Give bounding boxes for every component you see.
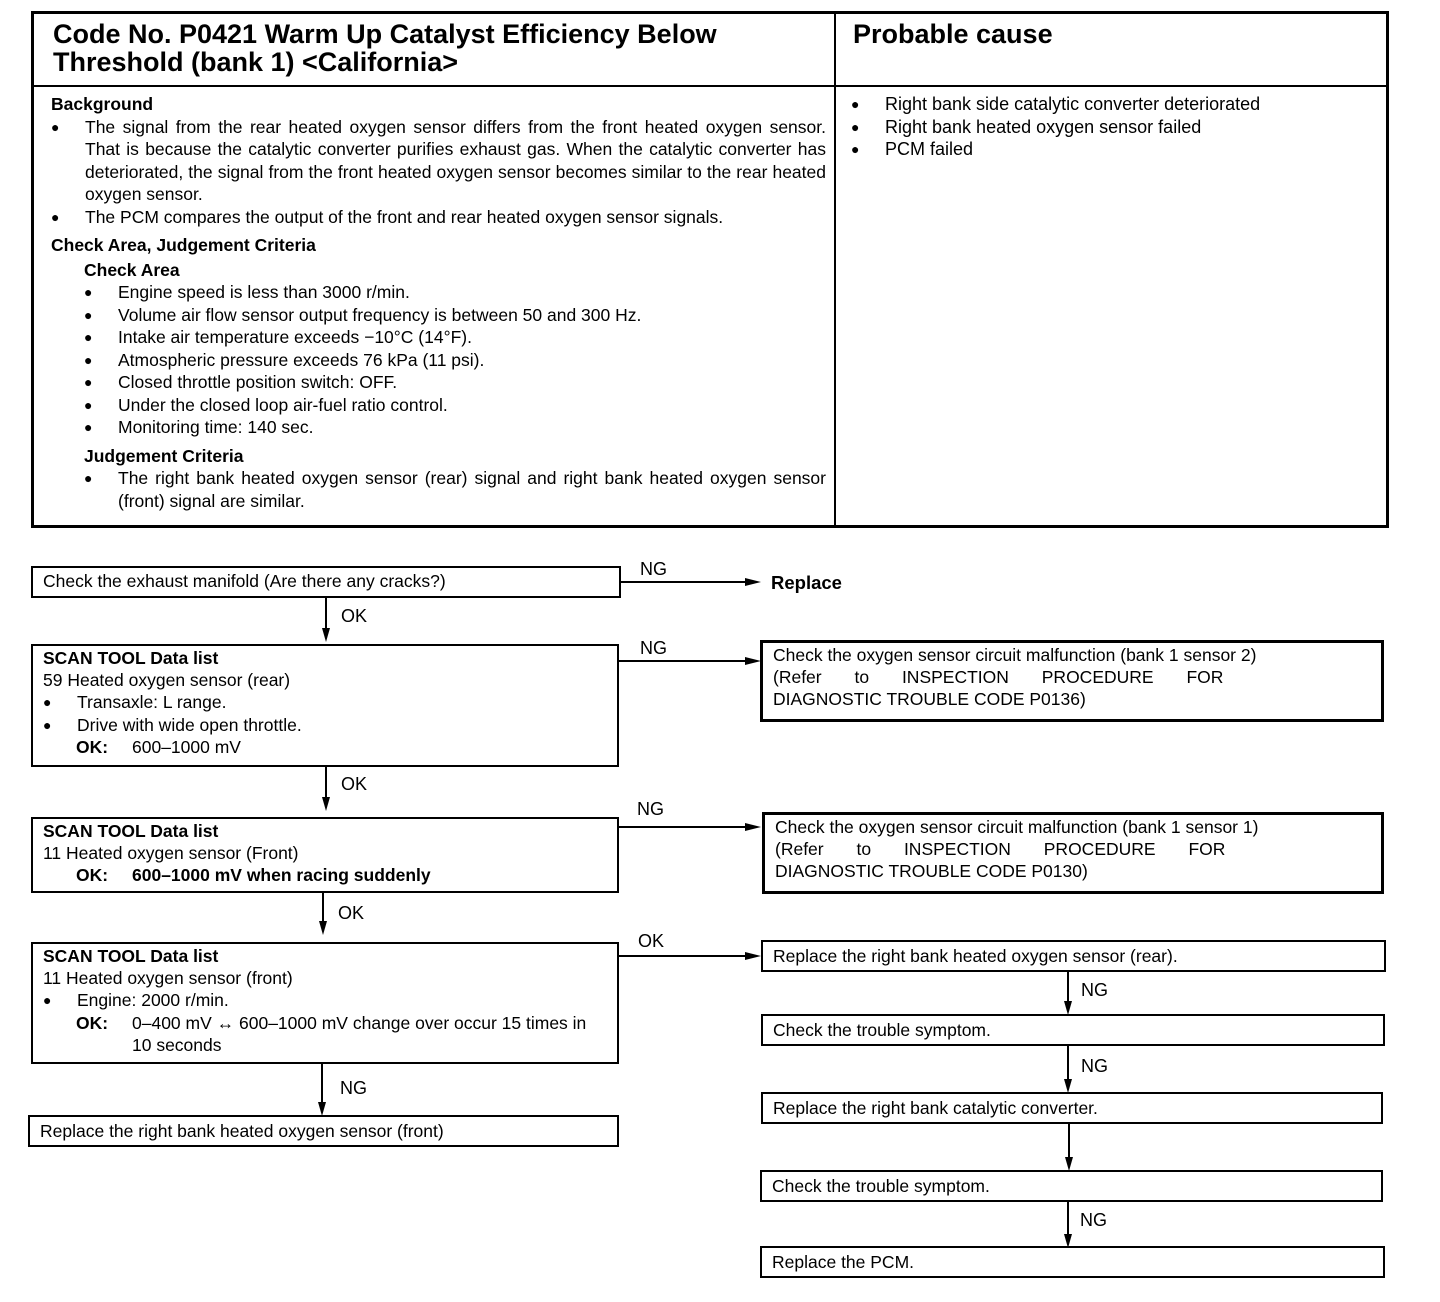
flow-result-replace-rear-sensor: Replace the right bank heated oxygen sensor (rear). bbox=[761, 940, 1386, 972]
check-area-item: ● Volume air flow sensor output frequency is between 50 and 300 Hz. bbox=[84, 304, 642, 325]
cause-item: ● Right bank heated oxygen sensor failed bbox=[851, 116, 1202, 137]
check-heading: Check Area, Judgement Criteria bbox=[51, 235, 316, 255]
bullet-icon: ● bbox=[43, 716, 52, 733]
bullet-icon: ● bbox=[43, 992, 52, 1008]
flow-connector bbox=[621, 581, 745, 583]
flow-step-check-symptom: Check the trouble symptom. bbox=[761, 1014, 1385, 1046]
ng-label: NG bbox=[1081, 1056, 1108, 1076]
flow-connector bbox=[619, 660, 745, 662]
background-heading: Background bbox=[51, 94, 154, 114]
arrow-right-icon bbox=[745, 952, 761, 960]
bullet-icon: ● bbox=[84, 329, 93, 345]
ng-label: NG bbox=[1080, 1210, 1107, 1230]
bullet-icon: ● bbox=[84, 351, 93, 368]
ok-label: OK bbox=[341, 774, 368, 794]
step-title: SCAN TOOL Data list bbox=[43, 648, 219, 668]
flow-connector bbox=[1068, 1124, 1070, 1157]
check-area-item: ● Atmospheric pressure exceeds 76 kPa (11 psi). bbox=[84, 349, 485, 370]
ng-label: NG bbox=[340, 1078, 367, 1098]
replace-label: Replace bbox=[771, 572, 842, 593]
flow-connector bbox=[321, 1064, 323, 1102]
arrow-down-icon bbox=[1065, 1157, 1073, 1171]
arrow-right-icon bbox=[745, 657, 761, 665]
ok-label: OK bbox=[341, 606, 368, 626]
flow-step-exhaust-manifold: Check the exhaust manifold (Are there any cracks?) bbox=[31, 566, 621, 598]
ng-label: NG bbox=[637, 799, 664, 819]
flow-connector bbox=[1067, 1202, 1069, 1234]
arrow-down-icon bbox=[322, 628, 330, 642]
flow-connector bbox=[1067, 972, 1069, 1001]
flow-result-sensor2-circuit: Check the oxygen sensor circuit malfunction (bank 1 sensor 2) (Refer to INSPECTION PROCEDURE FOR DIAGNOSTIC TROUBLE CODE P0136) bbox=[760, 640, 1384, 722]
flow-step-check-symptom: Check the trouble symptom. bbox=[760, 1170, 1383, 1202]
flow-connector bbox=[325, 767, 327, 797]
bullet-icon: ● bbox=[84, 419, 93, 435]
cause-item: ● Right bank side catalytic converter deteriorated bbox=[851, 94, 1261, 114]
judgement-criteria-heading: Judgement Criteria bbox=[84, 445, 244, 466]
bullet-icon: ● bbox=[84, 306, 93, 323]
bullet-icon: ● bbox=[84, 396, 93, 413]
bullet-icon: ● bbox=[851, 118, 860, 135]
bullet-icon: ● bbox=[84, 470, 93, 486]
bullet-icon: ● bbox=[851, 96, 860, 112]
flow-connector bbox=[619, 826, 745, 828]
flow-step-scan-front-sensor: SCAN TOOL Data list 11 Heated oxygen sensor (Front) OK: 600–1000 mV when racing suddenly bbox=[31, 817, 619, 893]
ok-label: OK bbox=[638, 931, 665, 951]
table-column-divider bbox=[834, 11, 836, 528]
flow-step-scan-front-switching: SCAN TOOL Data list 11 Heated oxygen sensor (front) ● Engine: 2000 r/min. OK: 0–400 mV ↔ 600–1000 mV change over occur 15 times in 10 seconds bbox=[31, 942, 619, 1064]
check-area-heading: Check Area bbox=[84, 259, 180, 280]
flow-connector bbox=[325, 598, 327, 628]
table-row-divider bbox=[31, 85, 1389, 87]
ng-label: NG bbox=[640, 559, 667, 579]
flow-result-replace-front-sensor: Replace the right bank heated oxygen sensor (front) bbox=[28, 1115, 619, 1147]
bullet-icon: ● bbox=[84, 284, 93, 300]
ng-label: NG bbox=[640, 638, 667, 658]
background-item: ● The signal from the rear heated oxygen sensor differs from the front heated oxygen sensor. That is because the catalytic converter purifies exhaust gas. When the catalytic converter has deteriorated, the signal from the front heated oxygen sensor becomes similar to the rear heated oxygen sensor. bbox=[51, 116, 826, 204]
flow-step-replace-catalytic-converter: Replace the right bank catalytic converter. bbox=[761, 1092, 1383, 1124]
bullet-icon: ● bbox=[51, 208, 60, 225]
ng-label: NG bbox=[1081, 980, 1108, 1000]
check-area-item: ● Closed throttle position switch: OFF. bbox=[84, 372, 398, 392]
bullet-icon: ● bbox=[851, 141, 860, 157]
check-area-item: ● Under the closed loop air-fuel ratio control. bbox=[84, 394, 448, 415]
arrow-down-icon bbox=[318, 1102, 326, 1116]
cause-item: ● PCM failed bbox=[851, 139, 974, 159]
background-section bbox=[51, 93, 826, 512]
probable-cause-list bbox=[851, 93, 1371, 161]
arrow-right-icon bbox=[745, 823, 761, 831]
bullet-icon: ● bbox=[51, 118, 60, 135]
step-title: SCAN TOOL Data list bbox=[43, 946, 219, 966]
judgement-criteria-item: ● The right bank heated oxygen sensor (rear) signal and right bank heated oxygen sensor (front) signal are similar. bbox=[84, 468, 826, 511]
flow-result-replace-pcm: Replace the PCM. bbox=[760, 1246, 1385, 1278]
flow-step-scan-rear-sensor: SCAN TOOL Data list 59 Heated oxygen sensor (rear) ● Transaxle: L range. ● Drive with wide open throttle. OK: 600–1000 mV bbox=[31, 644, 619, 767]
flow-connector bbox=[322, 893, 324, 921]
check-area-item: ● Monitoring time: 140 sec. bbox=[84, 417, 314, 437]
flow-result-sensor1-circuit: Check the oxygen sensor circuit malfunction (bank 1 sensor 1) (Refer to INSPECTION PROCEDURE FOR DIAGNOSTIC TROUBLE CODE P0130) bbox=[762, 812, 1384, 894]
check-area-section bbox=[51, 259, 826, 513]
arrow-down-icon bbox=[322, 797, 330, 811]
probable-cause-heading: Probable cause bbox=[853, 19, 1053, 49]
check-area-item: ● Intake air temperature exceeds −10°C (14°F). bbox=[84, 327, 472, 347]
ok-label: OK bbox=[338, 903, 365, 923]
background-item: ● The PCM compares the output of the front and rear heated oxygen sensor signals. bbox=[51, 206, 724, 227]
flow-connector bbox=[1067, 1046, 1069, 1079]
arrow-down-icon bbox=[1064, 1001, 1072, 1015]
arrow-right-icon bbox=[745, 578, 761, 586]
page-title: Code No. P0421 Warm Up Catalyst Efficiency Below Threshold (bank 1) <California> bbox=[53, 19, 717, 77]
step-title: SCAN TOOL Data list bbox=[43, 821, 219, 841]
check-area-item: ● Engine speed is less than 3000 r/min. bbox=[84, 282, 410, 302]
arrow-down-icon bbox=[319, 921, 327, 935]
bullet-icon: ● bbox=[84, 374, 93, 390]
bullet-icon: ● bbox=[43, 694, 52, 710]
arrow-down-icon bbox=[1064, 1079, 1072, 1093]
flow-connector bbox=[619, 955, 745, 957]
